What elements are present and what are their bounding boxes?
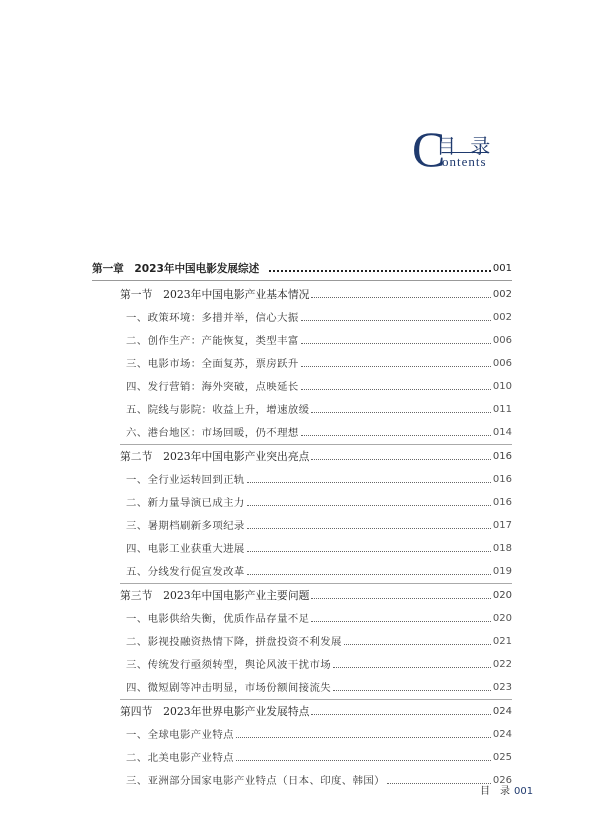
toc-item-label: 一、全行业运转回到正轨 (126, 474, 245, 486)
toc-leader-dots (247, 528, 491, 529)
toc-item[interactable] (126, 723, 512, 746)
footer-page-number: 001 (514, 786, 534, 797)
toc-item[interactable] (126, 560, 512, 583)
toc-item[interactable] (126, 746, 512, 769)
toc-chapter-1[interactable] (92, 258, 512, 281)
toc-leader-dots (311, 297, 490, 298)
toc-leader-dots (311, 621, 490, 622)
toc-leader-dots (301, 320, 491, 321)
toc-page-number: 017 (492, 520, 512, 531)
toc-item[interactable] (126, 537, 512, 560)
toc-leader-dots (387, 783, 491, 784)
toc-item-label: 一、全球电影产业特点 (126, 729, 234, 741)
toc-leader-dots (236, 737, 491, 738)
toc-leader-dots (333, 690, 491, 691)
toc-leader-dots (333, 667, 491, 668)
toc-item[interactable] (126, 491, 512, 514)
toc-page-number: 002 (492, 312, 512, 323)
toc-item[interactable] (126, 329, 512, 352)
toc-leader-dots (301, 389, 491, 390)
toc-page-number: 020 (492, 590, 512, 601)
toc-section-1[interactable] (120, 283, 512, 306)
toc-item-label: 四、微短剧等冲击明显，市场份额间接流失 (126, 682, 332, 694)
toc-page-number: 010 (492, 381, 512, 392)
toc-chapter-label: 第一章 2023年中国电影发展综述 (92, 263, 260, 275)
toc-item[interactable] (126, 607, 512, 630)
page-footer (480, 782, 533, 797)
contents-title-cn: 目 录 (436, 134, 495, 158)
toc-leader-dots (301, 343, 491, 344)
toc-page-number: 019 (492, 566, 512, 577)
toc-leader-dots (269, 270, 491, 272)
toc-leader-dots (247, 574, 491, 575)
toc-item[interactable] (126, 676, 512, 699)
toc-page-number: 021 (492, 636, 512, 647)
toc-page-number: 026 (492, 775, 512, 786)
toc-page-number: 016 (492, 474, 512, 485)
toc-item[interactable] (126, 306, 512, 329)
toc-item-label: 六、港台地区：市场回暖，仍不理想 (126, 427, 299, 439)
toc-item-label: 二、新力量导演已成主力 (126, 497, 245, 509)
toc-leader-dots (247, 551, 491, 552)
toc-item[interactable] (126, 630, 512, 653)
toc-item[interactable] (126, 769, 512, 792)
toc-page-number: 024 (492, 729, 512, 740)
toc-section-2[interactable] (120, 444, 512, 468)
toc-page-number: 014 (492, 427, 512, 438)
contents-header (412, 121, 522, 177)
toc-leader-dots (247, 482, 491, 483)
toc-leader-dots (311, 459, 490, 460)
toc-item[interactable] (126, 398, 512, 421)
toc-leader-dots (344, 644, 491, 645)
toc-page-number: 006 (492, 335, 512, 346)
toc-page-number: 018 (492, 543, 512, 554)
toc-leader-dots (301, 435, 491, 436)
toc-item-label: 一、政策环境：多措并举，信心大振 (126, 312, 299, 324)
toc-page-number: 002 (492, 289, 512, 300)
toc-item-label: 五、院线与影院：收益上升，增速放缓 (126, 404, 310, 416)
toc-item-label: 二、创作生产：产能恢复，类型丰富 (126, 335, 299, 347)
toc-page-number: 025 (492, 752, 512, 763)
toc-page-number: 006 (492, 358, 512, 369)
toc-item-label: 四、发行营销：海外突破，点映延长 (126, 381, 299, 393)
footer-label: 目 录 (480, 786, 510, 797)
toc-section-label: 第二节 2023年中国电影产业突出亮点 (120, 450, 310, 463)
toc-page-number: 022 (492, 659, 512, 670)
toc-page-number: 001 (492, 263, 512, 274)
toc-page-number: 011 (492, 404, 512, 415)
toc-item[interactable] (126, 352, 512, 375)
toc-section-label: 第三节 2023年中国电影产业主要问题 (120, 589, 310, 602)
toc-page-number: 023 (492, 682, 512, 693)
toc-section-label: 第一节 2023年中国电影产业基本情况 (120, 288, 310, 301)
toc-item-label: 二、北美电影产业特点 (126, 752, 234, 764)
toc-item-label: 二、影视投融资热情下降，拼盘投资不利发展 (126, 636, 342, 648)
contents-big-letter: C (412, 121, 446, 177)
toc-item-label: 三、传统发行亟须转型，舆论风波干扰市场 (126, 659, 332, 671)
table-of-contents (92, 258, 512, 792)
toc-item[interactable] (126, 375, 512, 398)
toc-page-number: 016 (492, 451, 512, 462)
toc-leader-dots (301, 366, 491, 367)
toc-leader-dots (311, 598, 490, 599)
toc-item-label: 五、分线发行促宣发改革 (126, 566, 245, 578)
toc-leader-dots (247, 505, 491, 506)
toc-item[interactable] (126, 421, 512, 444)
toc-item[interactable] (126, 514, 512, 537)
toc-page-number: 020 (492, 613, 512, 624)
contents-title-en: ontents (442, 154, 487, 169)
toc-leader-dots (311, 714, 490, 715)
toc-section-label: 第四节 2023年世界电影产业发展特点 (120, 705, 310, 718)
toc-leader-dots (236, 760, 491, 761)
toc-item[interactable] (126, 468, 512, 491)
toc-item-label: 一、电影供给失衡，优质作品存量不足 (126, 613, 310, 625)
toc-item-label: 三、亚洲部分国家电影产业特点（日本、印度、韩国） (126, 775, 385, 787)
toc-section-3[interactable] (120, 583, 512, 607)
toc-page-number: 016 (492, 497, 512, 508)
toc-item-label: 四、电影工业获重大进展 (126, 543, 245, 555)
toc-item-label: 三、电影市场：全面复苏，票房跃升 (126, 358, 299, 370)
toc-item-label: 三、暑期档刷新多项纪录 (126, 520, 245, 532)
toc-page-number: 024 (492, 706, 512, 717)
toc-item[interactable] (126, 653, 512, 676)
toc-section-4[interactable] (120, 699, 512, 723)
toc-leader-dots (311, 412, 490, 413)
